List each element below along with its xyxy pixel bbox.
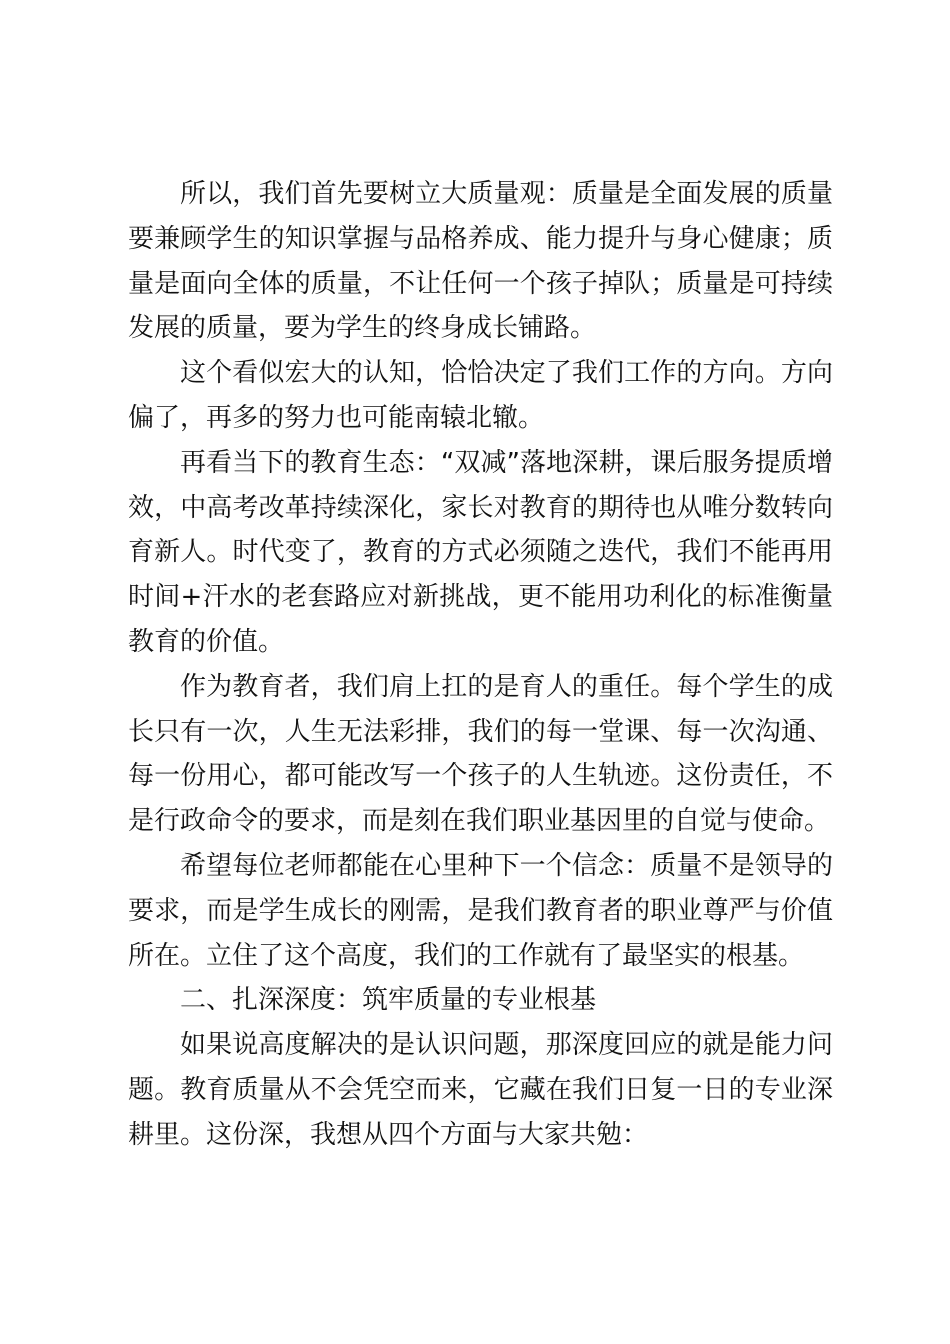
paragraph-direction: 这个看似宏大的认知，恰恰决定了我们工作的方向。方向偏了，再多的努力也可能南辕北辙。	[128, 358, 833, 433]
document-body	[128, 172, 833, 1158]
paragraph-belief: 希望每位老师都能在心里种下一个信念：质量不是领导的要求，而是学生成长的刚需，是我们教育者的职业尊严与价值所在。立住了这个高度，我们的工作就有了最坚实的根基。	[128, 850, 833, 971]
paragraph-education-ecology: 再看当下的教育生态：“双减”落地深耕，课后服务提质增效，中高考改革持续深化，家长对教育的期待也从唯分数转向育新人。时代变了，教育的方式必须随之迭代，我们不能再用时间+汗水的老套路应对新挑战，更不能用功利化的标准衡量教育的价值。	[128, 447, 833, 657]
section-heading-depth: 二、扎深深度：筑牢质量的专业根基	[180, 985, 597, 1016]
paragraph-depth-intro: 如果说高度解决的是认识问题，那深度回应的就是能力问题。教育质量从不会凭空而来，它藏在我们日复一日的专业深耕里。这份深，我想从四个方面与大家共勉：	[128, 1030, 833, 1150]
paragraph-educator-responsibility: 作为教育者，我们肩上扛的是育人的重任。每个学生的成长只有一次，人生无法彩排，我们的每一堂课、每一次沟通、每一份用心，都可能改写一个孩子的人生轨迹。这份责任，不是行政命令的要求，而是刻在我们职业基因里的自觉与使命。	[128, 671, 833, 837]
paragraph-quality-view: 所以，我们首先要树立大质量观：质量是全面发展的质量要兼顾学生的知识掌握与品格养成、能力提升与身心健康；质量是面向全体的质量，不让任何一个孩子掉队；质量是可持续发展的质量，要为学生的终身成长铺路。	[128, 179, 833, 344]
